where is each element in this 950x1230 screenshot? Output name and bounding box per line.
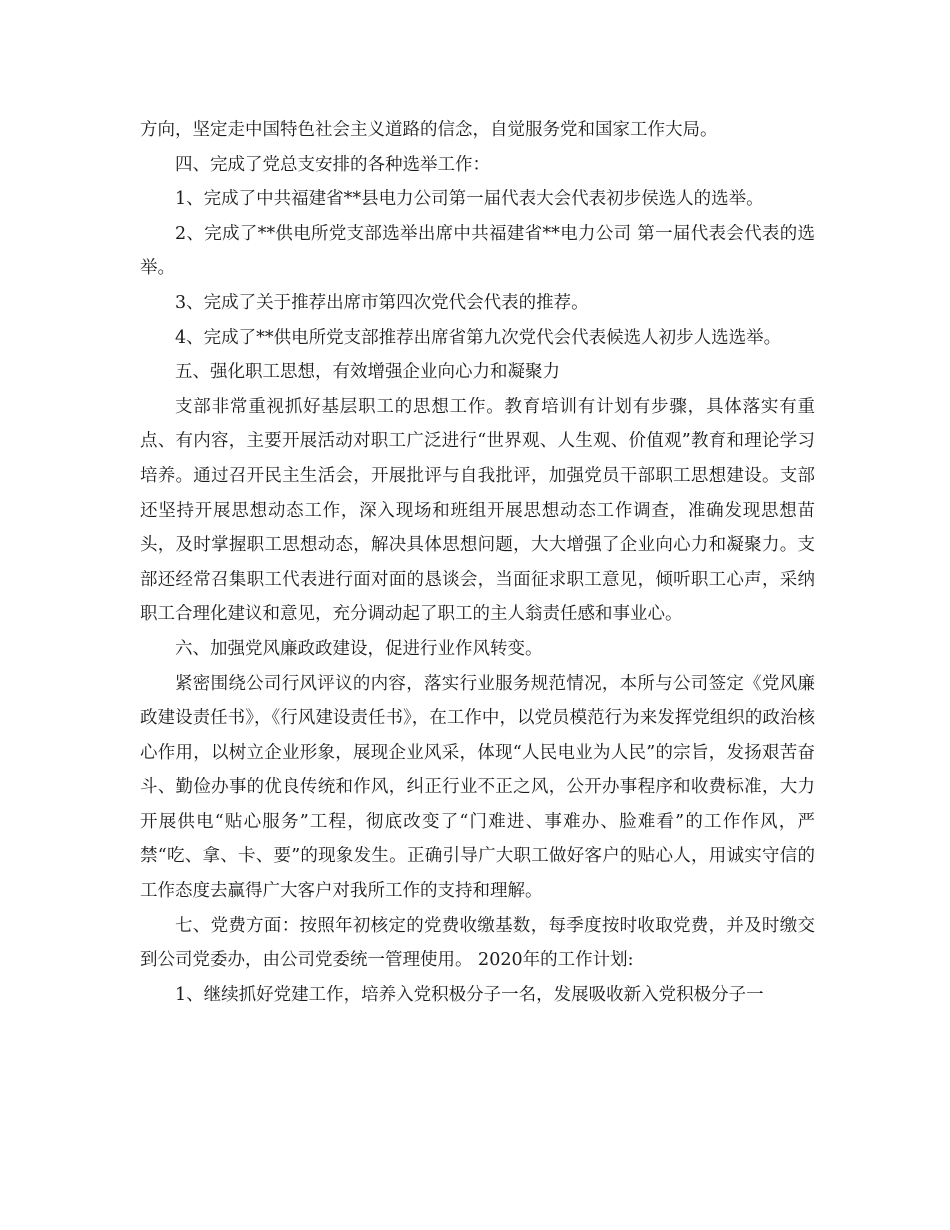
paragraph-continuation: 方向，坚定走中国特色社会主义道路的信念，自觉服务党和国家工作大局。	[140, 120, 718, 140]
section-heading-5: 五、强化职工思想，有效增强企业向心力和凝聚力	[175, 362, 560, 383]
list-item-2: 2、完成了**供电所党支部选举出席中共福建省**电力公司 第一届代表会代表的选举。	[140, 223, 815, 279]
section-heading-4: 四、完成了党总支安排的各种选举工作：	[175, 154, 490, 175]
paragraph-body: 支部非常重视抓好基层职工的思想工作。教育培训有计划有步骤，具体落实有重点、有内容，主要开展活动对职工广泛进行“世界观、人生观、价值观”教育和理论学习培养。通过召开民主生活会，开展批评与自我批评，加强党员干部职工思想建设。支部还坚持开展思想动态工作，深入现场和班组开展思想动态工作调查，准确发现思想苗头，及时掌握职工思想动态，解决具体思想问题，大大增强了企业向心力和凝聚力。支部还经常召集职工代表进行面对面的恳谈会，当面征求职工意见，倾听职工心声，采纳职工合理化建议和意见，充分调动起了职工的主人翁责任感和事业心。	[140, 396, 815, 625]
section-heading-7: 七、党费方面：按照年初核定的党费收缴基数，每季度按时收取党费，并及时缴交到公司党委办，由公司党委统一管理使用。 2020年的工作计划:	[140, 915, 815, 971]
paragraph-body: 紧密围绕公司行风评议的内容，落实行业服务规范情况，本所与公司签定《党风廉政建设责任书》，《行风建设责任书》，在工作中，以党员模范行为来发挥党组织的政治核心作用，以树立企业形象，展现企业风采，体现“人民电业为人民”的宗旨，发扬艰苦奋斗、勤俭办事的优良传统和作风，纠正行业不正之风，公开办事程序和收费标准，大力开展供电“贴心服务”工程，彻底改变了“门难进、事难办、脸难看”的工作作风，严禁“吃、拿、卡、要”的现象发生。正确引导广大职工做好客户的贴心人，用诚实守信的工作态度去赢得广大客户对我所工作的支持和理解。	[140, 673, 815, 902]
list-item-1: 1、完成了中共福建省**县电力公司第一届代表大会代表初步侯选人的选举。	[175, 189, 764, 210]
list-item-3: 3、完成了关于推荐出席市第四次党代会代表的推荐。	[175, 292, 589, 313]
document-body	[140, 113, 815, 1012]
list-item-4: 4、完成了**供电所党支部推荐出席省第九次党代会代表候选人初步人选选举。	[175, 327, 782, 348]
plan-item-1: 1、继续抓好党建工作，培养入党积极分子一名，发展吸收新入党积极分子一	[175, 984, 764, 1005]
section-heading-6: 六、加强党风廉政政建设，促进行业作风转变。	[175, 638, 543, 659]
